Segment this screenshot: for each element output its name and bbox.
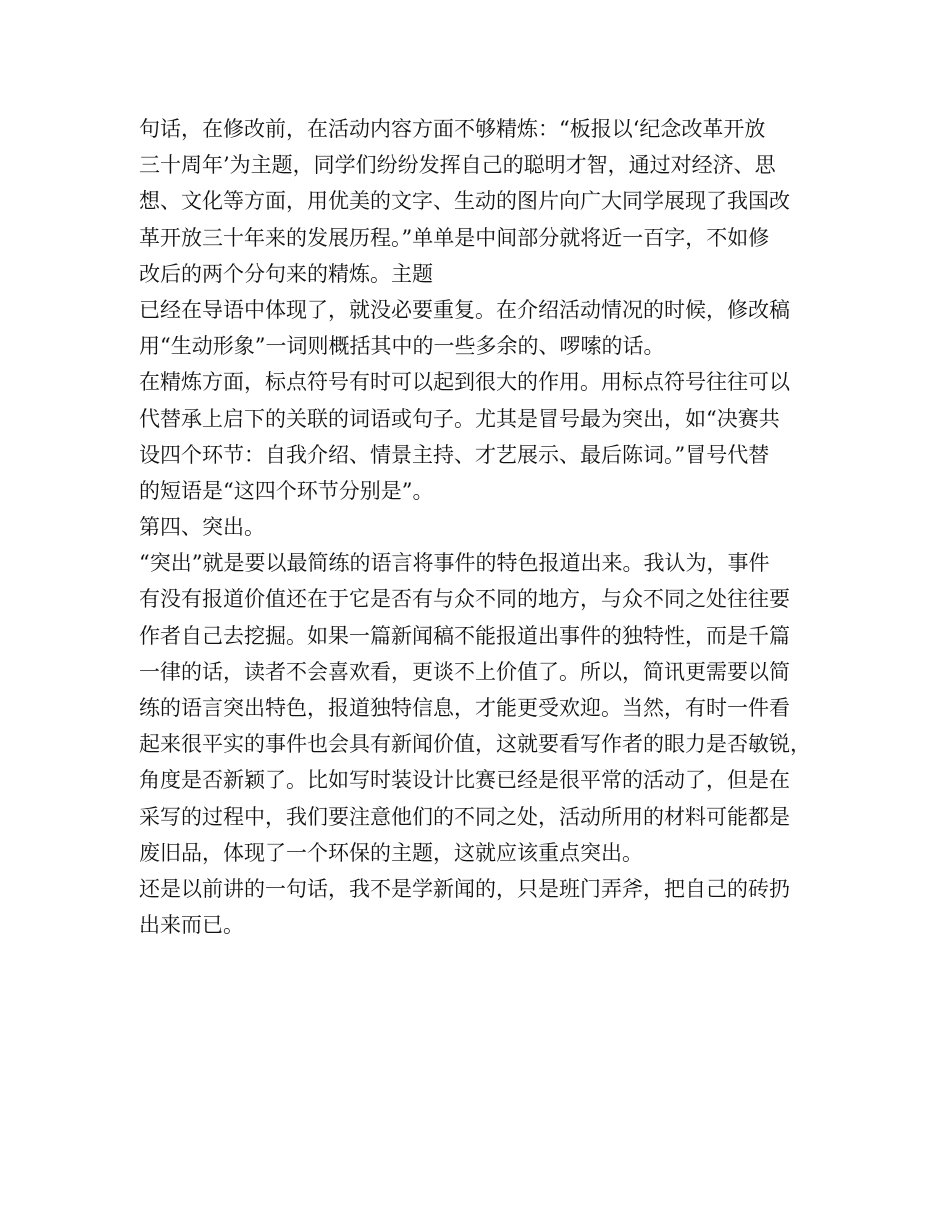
text-line: 的短语是“这四个环节分别是”。 [139, 478, 434, 503]
text-line: 句话，在修改前，在活动内容方面不够精炼：“板报以‘纪念改革开放 [139, 117, 766, 141]
text-line: 设四个环节：自我介绍、情景主持、才艺展示、最后陈词。”冒号代替 [139, 442, 770, 467]
text-line: 作者自己去挖掘。如果一篇新闻稿不能报道出事件的独特性，而是千篇 [139, 623, 790, 648]
text-line: 废旧品，体现了一个环保的主题，这就应该重点突出。 [139, 840, 643, 865]
text-line: 已经在导语中体现了，就没必要重复。在介绍活动情况的时候，修改稿 [139, 297, 790, 322]
document-body [139, 111, 814, 943]
section-heading: 第四、突出。 [139, 515, 265, 540]
text-line: 革开放三十年来的发展历程。”单单是中间部分就将近一百字，不如修 [139, 225, 770, 250]
text-line: 出来而已。 [139, 913, 244, 938]
text-line: 起来很平实的事件也会具有新闻价值，这就要看写作者的眼力是否敏锐， [139, 732, 811, 757]
text-line: 角度是否新颖了。比如写时装设计比赛已经是很平常的活动了，但是在 [139, 768, 790, 793]
text-line: 用“生动形象”一词则概括其中的一些多余的、啰嗦的话。 [139, 334, 665, 359]
text-line: 代替承上启下的关联的词语或句子。尤其是冒号最为突出，如“决赛共 [139, 406, 780, 431]
text-line: 一律的话，读者不会喜欢看，更谈不上价值了。所以，简讯更需要以简 [139, 659, 790, 684]
text-line: “突出”就是要以最简练的语言将事件的特色报道出来。我认为，事件 [139, 551, 770, 576]
text-line: 改后的两个分句来的精炼。主题 [139, 261, 433, 286]
text-line: 还是以前讲的一句话，我不是学新闻的，只是班门弄斧，把自己的砖扔 [139, 876, 790, 901]
text-line: 有没有报道价值还在于它是否有与众不同的地方，与众不同之处往往要 [139, 587, 790, 612]
text-line: 采写的过程中，我们要注意他们的不同之处，活动所用的材料可能都是 [139, 804, 790, 829]
text-line: 练的语言突出特色，报道独特信息，才能更受欢迎。当然，有时一件看 [139, 696, 790, 720]
text-line: 在精炼方面，标点符号有时可以起到很大的作用。用标点符号往往可以 [139, 370, 790, 395]
text-line: 三十周年’为主题，同学们纷纷发挥自己的聪明才智，通过对经济、思 [139, 153, 776, 178]
text-line: 想、文化等方面，用优美的文字、生动的图片向广大同学展现了我国改 [139, 189, 790, 214]
